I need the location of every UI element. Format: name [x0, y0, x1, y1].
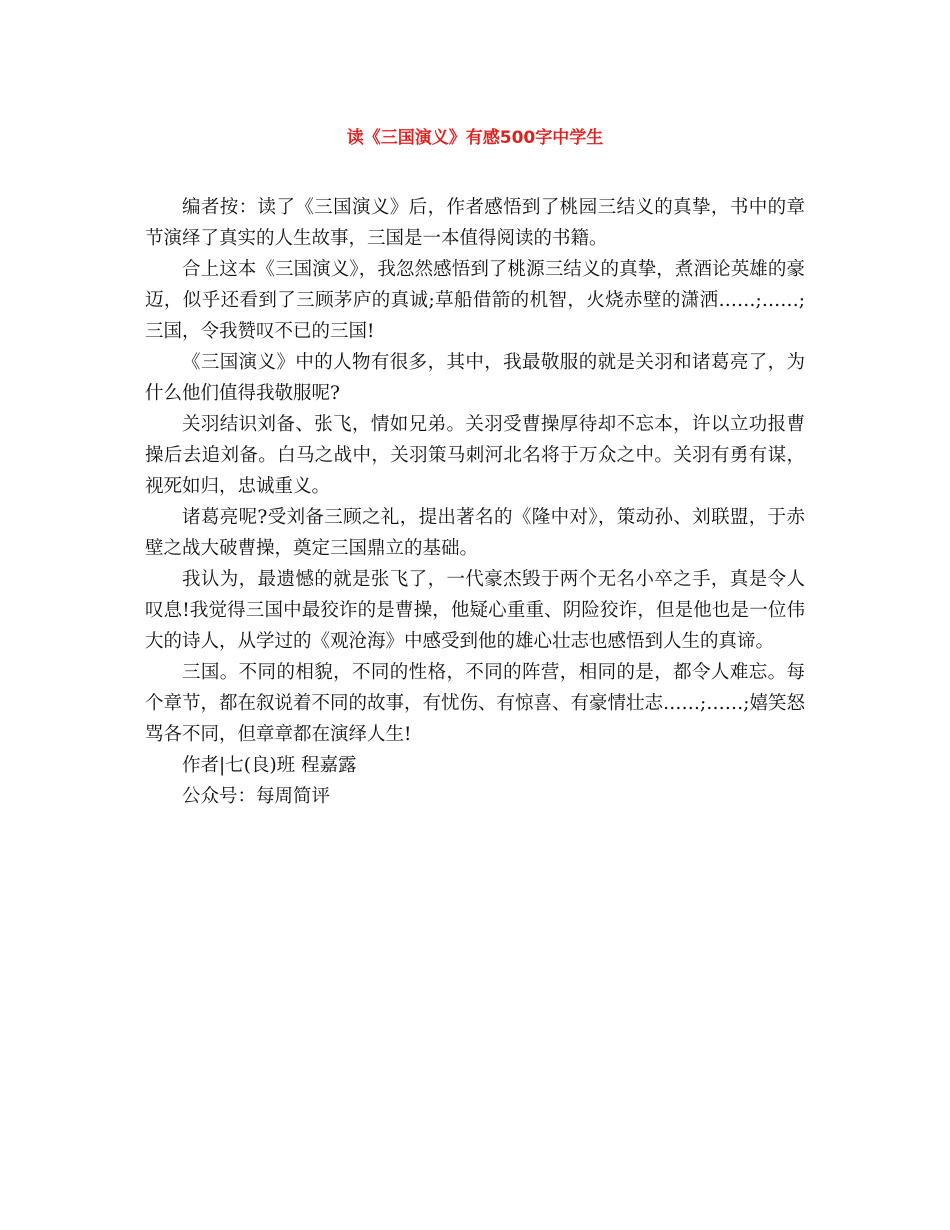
body-paragraph-2: 《三国演义》中的人物有很多，其中，我最敬服的就是关羽和诸葛亮了，为什么他们值得我敬服呢? [145, 352, 805, 404]
author-line: 作者|七(良)班 程嘉露 [182, 755, 357, 776]
body-paragraph-3: 关羽结识刘备、张飞，情如兄弟。关羽受曹操厚待却不忘本，许以立功报曹操后去追刘备。白马之战中，关羽策马刺河北名将于万众之中。关羽有勇有谋，视死如归，忠诚重义。 [145, 414, 805, 497]
body-paragraph-6: 三国。不同的相貌，不同的性格，不同的阵营，相同的是，都令人难忘。每个章节，都在叙说着不同的故事，有忧伤、有惊喜、有豪情壮志……;……;嬉笑怒骂各不同，但章章都在演绎人生! [145, 662, 805, 745]
editor-note-paragraph: 编者按：读了《三国演义》后，作者感悟到了桃园三结义的真挚，书中的章节演绎了真实的人生故事，三国是一本值得阅读的书籍。 [145, 197, 805, 249]
body-paragraph-5: 我认为，最遗憾的就是张飞了，一代豪杰毁于两个无名小卒之手，真是令人叹息!我觉得三国中最狡诈的是曹操，他疑心重重、阴险狡诈，但是他也是一位伟大的诗人，从学过的《观沧海》中感受到他的雄心壮志也感悟到人生的真谛。 [145, 569, 805, 652]
body-paragraph-1: 合上这本《三国演义》，我忽然感悟到了桃源三结义的真挚，煮酒论英雄的豪迈，似乎还看到了三顾茅庐的真诚;草船借箭的机智，火烧赤壁的潇洒……;……;三国，令我赞叹不已的三国! [145, 259, 805, 342]
document-body [145, 192, 805, 812]
body-paragraph-4: 诸葛亮呢?受刘备三顾之礼，提出著名的《隆中对》，策动孙、刘联盟，于赤壁之战大破曹操，奠定三国鼎立的基础。 [145, 507, 805, 559]
document-title: 读《三国演义》有感500字中学生 [346, 128, 604, 148]
account-line: 公众号：每周简评 [182, 786, 331, 807]
